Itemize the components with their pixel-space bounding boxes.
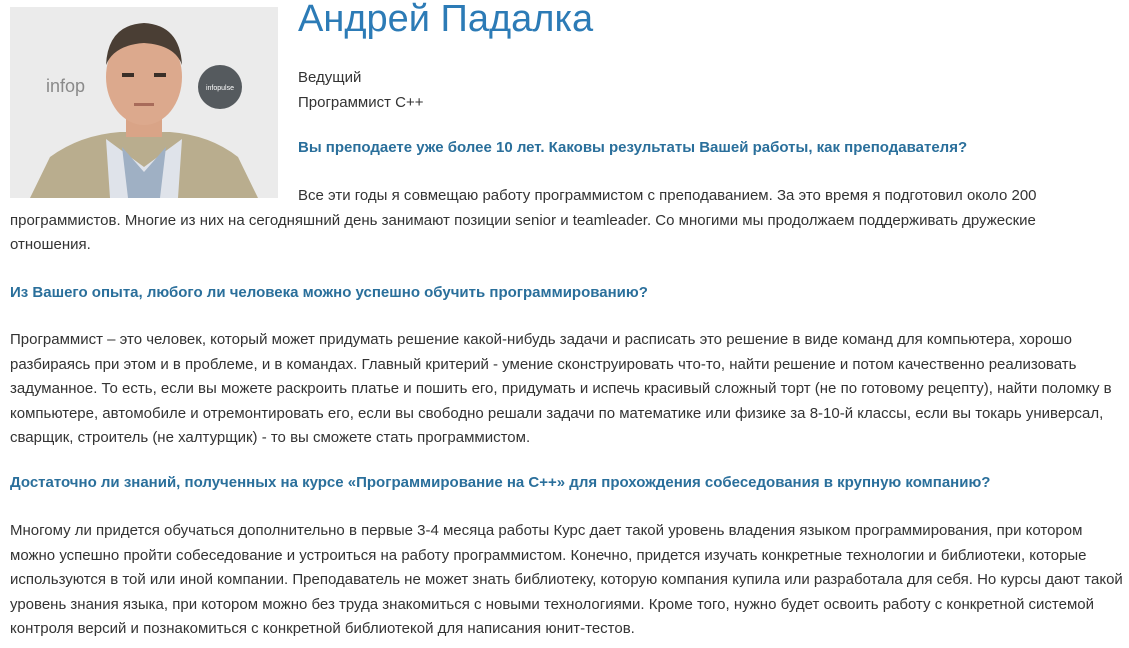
answer-2: Программист – это человек, который может придумать решение какой-нибудь задачи и расписать это решение в виде команд для компьютера, хорошо разбираясь при этом и в проблеме, и в командах. Главный критерий - умение сконструировать что-то, найти решение и потом качественно реализовать задуманное. То есть, если вы можете раскроить платье и пошить его, придумать и испечь красивый сложный торт (не по готовому рецепту), найти поломку в компьютере, автомобиле и отремонтировать его, если вы свободно решали задачи по математике или физике за 8-10-й классы, если вы токарь универсал, сварщик, строитель (не халтурщик) - то вы сможете стать программистом. (10, 331, 1112, 446)
answer-3: Многому ли придется обучаться дополнительно в первые 3-4 месяца работы Курс дает такой уровень владения языком программирования, при котором можно успешно пройти собеседование и устроиться на работу программистом. Конечно, придется изучать конкретные технологии и библиотеки, которые используются в той или иной компании. Преподаватель не может знать библиотеку, которую компания купила или разработала для себя. Но курсы дают такой уровень знания языка, при котором можно без труда знакомиться с новыми технологиями. Кроме того, нужно будет освоить работу с конкретной системой контроля версий и познакомиться с конкретной библиотекой для написания юнит-тестов. (10, 522, 1123, 637)
question-2: Из Вашего опыта, любого ли человека можно успешно обучить программированию? (10, 284, 648, 301)
answer-3-block (10, 519, 1125, 642)
answer-2-block (10, 328, 1125, 451)
question-1: Вы преподаете уже более 10 лет. Каковы результаты Вашей работы, как преподавателя? (298, 139, 968, 156)
answer-1-text: Все эти годы я совмещаю работу программистом с преподаванием. За это время я подготовил около 200 программистов. Многие из них на сегодняшний день занимают позиции senior и teamleader. Со многими мы продолжаем поддерживать дружеские отношения. (10, 187, 1037, 253)
question-3-block (10, 471, 1125, 495)
role-title: Ведущий (298, 69, 362, 86)
question-3: Достаточно ли знаний, полученных на курсе «Программирование на С++» для прохождения собеседования в крупную компанию? (10, 474, 991, 491)
role-specialty: Программист С++ (298, 94, 424, 111)
answer-1 (10, 184, 1120, 258)
wall-brand-text: infop (46, 76, 86, 96)
person-name: Андрей Падалка (298, 0, 594, 40)
person-role (298, 65, 424, 115)
wall-logo-text: infopulse (205, 85, 235, 92)
portrait-image (10, 7, 278, 198)
question-2-block (10, 281, 1125, 305)
profile-photo (10, 7, 278, 198)
